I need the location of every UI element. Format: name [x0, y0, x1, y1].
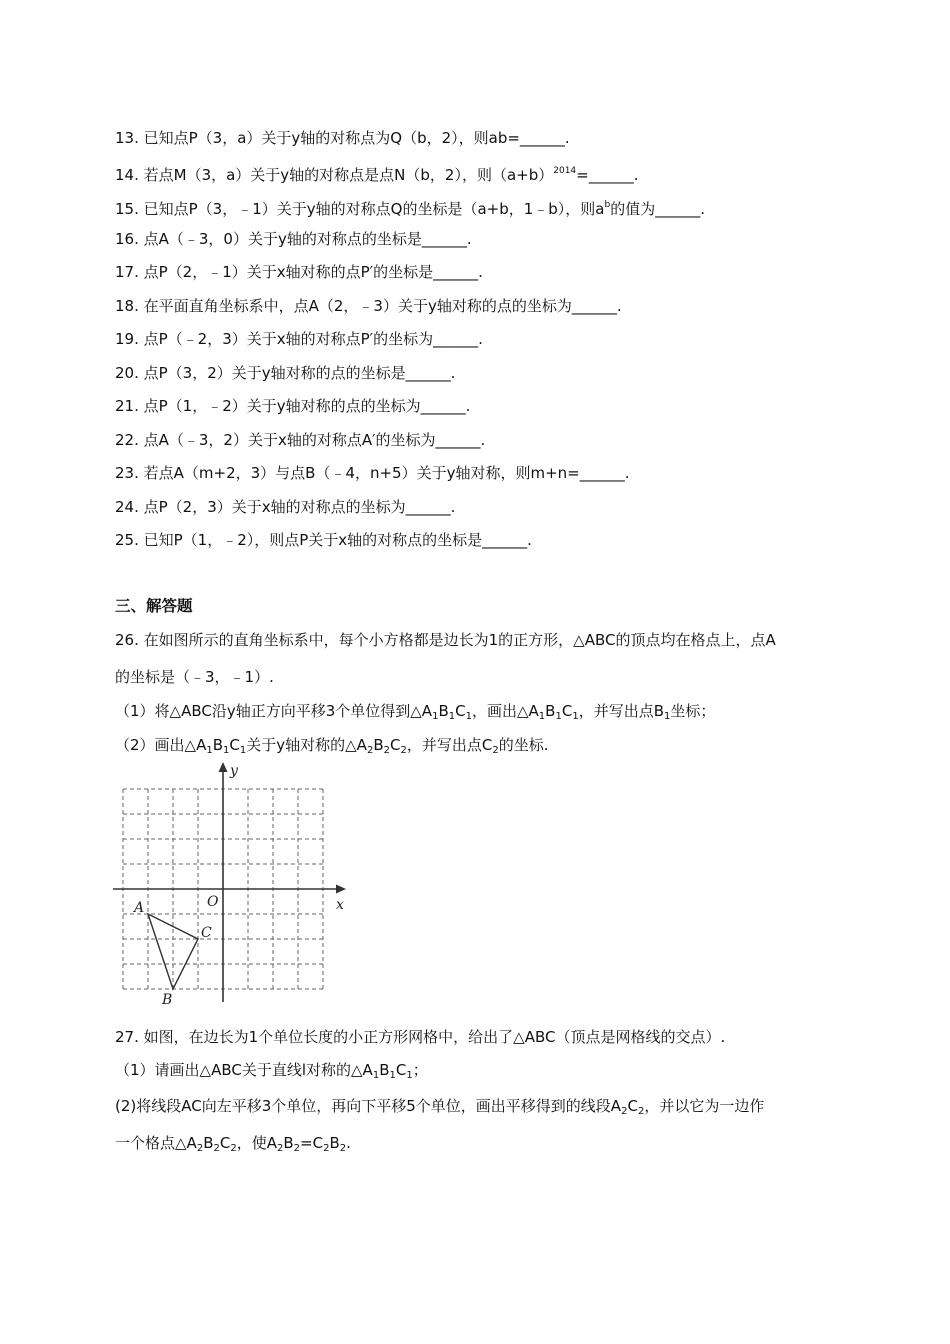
question-24: 24. 点P（2，3）关于x轴的对称点的坐标为______. [115, 498, 456, 516]
question-13: 13. 已知点P（3，a）关于y轴的对称点为Q（b，2），则ab=______. [115, 129, 570, 147]
label-b: B [162, 992, 173, 1007]
question-15: 15. 已知点P（3，﹣1）关于y轴的对称点Q的坐标是（a+b，1﹣b），则$a^b$的值为______. [115, 200, 705, 218]
label-c: C [201, 925, 212, 941]
question-26-part2: （2）画出$\triangle A_1B_1C_1$关于y轴对称的$\triangle A_2B_2C_2$，并写出点$C_2$的坐标. [115, 736, 549, 756]
question-26-part1: （1）将△ABC沿y轴正方向平移3个单位得到$\triangle A_1B_1C_1$，画出$\triangle A_1B_1C_1$，并写出点$B_1$坐标； [115, 702, 716, 722]
label-y: y [230, 763, 238, 779]
q15-exponent: b [604, 200, 611, 210]
label-x: x [336, 897, 344, 913]
question-27-part1: （1）请画出△ABC关于直线l对称的$\triangle A_1B_1C_1$； [115, 1061, 428, 1081]
question-16: 16. 点A（﹣3，0）关于y轴的对称点的坐标是______. [115, 230, 472, 248]
question-27-line1: 27. 如图，在边长为1个单位长度的小正方形网格中，给出了△ABC（顶点是网格线的交点）. [115, 1028, 726, 1046]
question-25: 25. 已知P（1，﹣2），则点P关于x轴的对称点的坐标是______. [115, 531, 532, 549]
label-a: A [134, 900, 145, 916]
x-axis-arrow [336, 885, 346, 894]
y-axis-arrow [219, 762, 228, 772]
question-26-line1: 26. 在如图所示的直角坐标系中，每个小方格都是边长为1的正方形，△ABC的顶点均在格点上，点A [115, 631, 776, 649]
label-origin: O [207, 894, 219, 910]
question-26-line2: 的坐标是（﹣3，﹣1）. [115, 668, 274, 686]
question-22: 22. 点A（﹣3，2）关于x轴的对称点A′的坐标为______. [115, 431, 486, 449]
q14-exponent: 2014 [553, 166, 577, 176]
question-17: 17. 点P（2，﹣1）关于x轴对称的点P′的坐标是______. [115, 263, 483, 281]
question-27-line3: 一个格点$\triangle A_2B_2C_2$，使$A_2B_2=C_2B_2$. [115, 1134, 351, 1154]
question-20: 20. 点P（3，2）关于y轴对称的点的坐标是______. [115, 364, 456, 382]
question-19: 19. 点P（﹣2，3）关于x轴的对称点P′的坐标为______. [115, 330, 483, 348]
question-18: 18. 在平面直角坐标系中，点A（2，﹣3）关于y轴对称的点的坐标为______. [115, 297, 622, 315]
question-23: 23. 若点A（m+2，3）与点B（﹣4，n+5）关于y轴对称，则m+n=______. [115, 464, 630, 482]
coordinate-grid-figure [110, 757, 355, 1007]
question-14: 14. 若点M（3，a）关于y轴的对称点是点N（b，2），则$(a+b)^{2014}=\_\_\_\_\_\_$. [115, 166, 639, 184]
question-21: 21. 点P（1，﹣2）关于y轴对称的点的坐标为______. [115, 397, 471, 415]
section-title: 三、解答题 [115, 597, 193, 615]
question-27-part2: (2)将线段AC向左平移3个单位，再向下平移5个单位，画出平移得到的线段$A_2C_2$，并以它为一边作 [115, 1097, 765, 1117]
